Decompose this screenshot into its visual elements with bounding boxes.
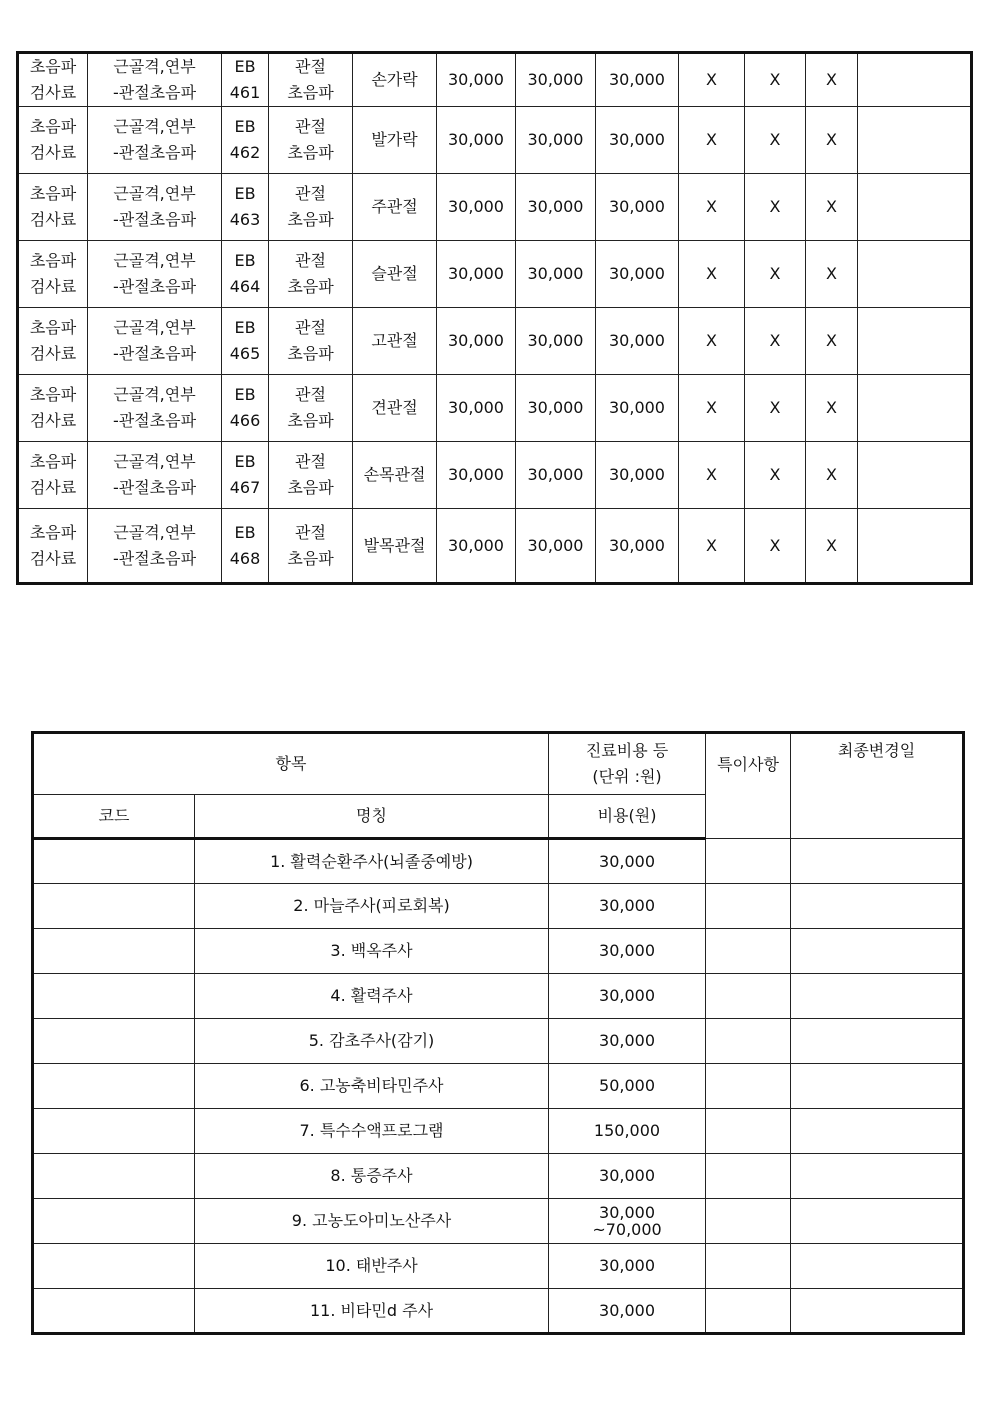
cost-header-line2: (단위 :원) xyxy=(592,767,662,786)
flag1-cell: X xyxy=(679,107,745,174)
name-cell: 11. 비타민d 주사 xyxy=(195,1289,549,1334)
flag2-cell: X xyxy=(745,107,806,174)
type-line: 초음파 xyxy=(287,411,334,430)
date-cell xyxy=(791,1289,964,1334)
cost-line: 30,000 xyxy=(599,851,655,871)
price3-cell: 30,000 xyxy=(596,241,679,308)
category-line: 검사료 xyxy=(29,143,77,162)
price3-cell: 30,000 xyxy=(596,442,679,509)
category-cell xyxy=(18,107,88,174)
flag1-cell: X xyxy=(679,174,745,241)
category-line: 초음파 xyxy=(29,522,77,542)
code-cell xyxy=(33,1199,195,1244)
category-line: 검사료 xyxy=(29,411,77,430)
code-line: EB xyxy=(234,57,256,76)
flag3-cell: X xyxy=(806,308,858,375)
name-cell: 손목관절 xyxy=(353,442,437,509)
note-cell xyxy=(858,375,972,442)
flag1-cell: X xyxy=(679,53,745,107)
code-line: 461 xyxy=(229,83,261,102)
name-cell: 5. 감초주사(감기) xyxy=(195,1019,549,1064)
flag2-cell: X xyxy=(745,509,806,584)
price3-cell: 30,000 xyxy=(596,107,679,174)
cost-cell xyxy=(549,1064,706,1109)
date-cell xyxy=(791,1109,964,1154)
code-cell xyxy=(33,1019,195,1064)
flag3-cell: X xyxy=(806,375,858,442)
subcategory-line: -관절초음파 xyxy=(112,411,197,430)
type-line: 초음파 xyxy=(287,277,334,296)
table-row xyxy=(18,174,972,241)
date-cell xyxy=(791,974,964,1019)
cost-cell xyxy=(549,1154,706,1199)
subcategory-line: 근골격,연부 xyxy=(113,452,196,471)
price1-cell: 30,000 xyxy=(437,107,516,174)
code-line: EB xyxy=(234,318,256,337)
table-row xyxy=(18,375,972,442)
category-line: 검사료 xyxy=(29,344,77,363)
table-row xyxy=(18,53,972,107)
name-cell: 주관절 xyxy=(353,174,437,241)
cost-cell xyxy=(549,839,706,884)
table-row xyxy=(33,1244,964,1289)
table-row xyxy=(33,1019,964,1064)
note-cell xyxy=(858,53,972,107)
date-cell xyxy=(791,1244,964,1289)
type-line: 초음파 xyxy=(287,143,334,162)
table-row xyxy=(18,308,972,375)
table-row xyxy=(18,241,972,308)
price1-cell: 30,000 xyxy=(437,442,516,509)
category-line: 초음파 xyxy=(29,57,77,76)
table-row xyxy=(33,1064,964,1109)
type-cell xyxy=(269,174,353,241)
category-line: 검사료 xyxy=(29,277,77,296)
code-line: 462 xyxy=(229,143,261,162)
cost-unit-header: 비용(원) xyxy=(549,795,706,839)
name-cell: 10. 태반주사 xyxy=(195,1244,549,1289)
code-cell xyxy=(33,839,195,884)
note-cell xyxy=(858,174,972,241)
price2-cell: 30,000 xyxy=(516,375,596,442)
category-cell xyxy=(18,241,88,308)
table-row xyxy=(33,974,964,1019)
type-line: 관절 xyxy=(295,184,326,203)
type-line: 관절 xyxy=(295,251,326,270)
name-cell: 발목관절 xyxy=(353,509,437,584)
category-cell xyxy=(18,174,88,241)
code-line: 467 xyxy=(229,478,261,497)
price1-cell: 30,000 xyxy=(437,241,516,308)
cost-line: 30,000 xyxy=(599,941,655,960)
type-cell xyxy=(269,53,353,107)
flag3-cell: X xyxy=(806,442,858,509)
cost-header xyxy=(549,733,706,795)
price2-cell: 30,000 xyxy=(516,308,596,375)
category-line: 초음파 xyxy=(29,385,77,404)
type-cell xyxy=(269,375,353,442)
name-cell: 견관절 xyxy=(353,375,437,442)
price3-cell: 30,000 xyxy=(596,509,679,584)
cost-line: 150,000 xyxy=(593,1121,661,1140)
date-cell xyxy=(791,1154,964,1199)
code-cell xyxy=(33,929,195,974)
category-line: 검사료 xyxy=(29,83,77,102)
name-cell: 2. 마늘주사(피로회복) xyxy=(195,884,549,929)
code-cell xyxy=(222,174,269,241)
price2-cell: 30,000 xyxy=(516,107,596,174)
cost-header-line1: 진료비용 등 xyxy=(585,741,669,760)
code-cell xyxy=(33,974,195,1019)
price1-cell: 30,000 xyxy=(437,174,516,241)
special-header: 특이사항 xyxy=(706,733,791,839)
category-line: 초음파 xyxy=(29,117,77,136)
type-line: 관절 xyxy=(295,385,326,404)
special-cell xyxy=(706,884,791,929)
cost-cell xyxy=(549,974,706,1019)
type-line: 초음파 xyxy=(287,548,334,568)
price1-cell: 30,000 xyxy=(437,375,516,442)
name-cell: 9. 고농도아미노산주사 xyxy=(195,1199,549,1244)
category-line: 검사료 xyxy=(29,210,77,229)
category-cell xyxy=(18,53,88,107)
type-line: 관절 xyxy=(295,318,326,337)
cost-line: 50,000 xyxy=(599,1076,655,1095)
flag3-cell: X xyxy=(806,107,858,174)
code-line: EB xyxy=(234,251,256,270)
subcategory-line: 근골격,연부 xyxy=(113,522,196,542)
code-header: 코드 xyxy=(33,795,195,839)
code-line: 468 xyxy=(229,548,261,568)
type-line: 관절 xyxy=(295,57,326,76)
special-cell xyxy=(706,929,791,974)
cost-cell xyxy=(549,1109,706,1154)
subcategory-line: -관절초음파 xyxy=(112,210,197,229)
date-cell xyxy=(791,1199,964,1244)
table-row xyxy=(33,839,964,884)
code-line: 465 xyxy=(229,344,261,363)
subcategory-line: 근골격,연부 xyxy=(113,57,196,76)
price3-cell: 30,000 xyxy=(596,174,679,241)
name-cell: 고관절 xyxy=(353,308,437,375)
code-line: EB xyxy=(234,452,256,471)
special-cell xyxy=(706,1154,791,1199)
code-cell xyxy=(33,1289,195,1334)
ultrasound-fee-table xyxy=(16,51,973,585)
category-cell xyxy=(18,442,88,509)
flag1-cell: X xyxy=(679,442,745,509)
table-row xyxy=(18,509,972,584)
flag2-cell: X xyxy=(745,53,806,107)
cost-cell xyxy=(549,884,706,929)
cost-cell xyxy=(549,1019,706,1064)
type-cell xyxy=(269,308,353,375)
category-cell xyxy=(18,375,88,442)
price2-cell: 30,000 xyxy=(516,509,596,584)
category-line: 검사료 xyxy=(29,548,77,568)
code-cell xyxy=(33,1064,195,1109)
table-row xyxy=(33,929,964,974)
category-line: 초음파 xyxy=(29,318,77,337)
special-cell xyxy=(706,1109,791,1154)
flag1-cell: X xyxy=(679,375,745,442)
type-line: 초음파 xyxy=(287,210,334,229)
note-cell xyxy=(858,241,972,308)
table-row xyxy=(18,442,972,509)
note-cell xyxy=(858,107,972,174)
price3-cell: 30,000 xyxy=(596,375,679,442)
cost-line: 30,000 xyxy=(599,986,655,1005)
subcategory-line: 근골격,연부 xyxy=(113,385,196,404)
code-line: EB xyxy=(234,385,256,404)
code-cell xyxy=(222,442,269,509)
flag2-cell: X xyxy=(745,375,806,442)
cost-line: 30,000 xyxy=(599,1203,655,1222)
subcategory-cell xyxy=(88,53,222,107)
subcategory-line: -관절초음파 xyxy=(112,277,197,296)
cost-cell xyxy=(549,1289,706,1334)
code-line: 464 xyxy=(229,277,261,296)
code-cell xyxy=(222,53,269,107)
table-row xyxy=(18,107,972,174)
code-cell xyxy=(33,1244,195,1289)
cost-line: 30,000 xyxy=(599,1256,655,1275)
category-line: 초음파 xyxy=(29,452,77,471)
flag3-cell: X xyxy=(806,509,858,584)
code-line: EB xyxy=(234,184,256,203)
type-line: 관절 xyxy=(295,117,326,136)
name-cell: 슬관절 xyxy=(353,241,437,308)
subcategory-line: 근골격,연부 xyxy=(113,117,196,136)
type-line: 초음파 xyxy=(287,344,334,363)
date-cell xyxy=(791,839,964,884)
name-cell: 8. 통증주사 xyxy=(195,1154,549,1199)
subcategory-cell xyxy=(88,241,222,308)
special-cell xyxy=(706,1199,791,1244)
code-cell xyxy=(222,107,269,174)
code-cell xyxy=(222,375,269,442)
code-line: 463 xyxy=(229,210,261,229)
special-cell xyxy=(706,839,791,884)
price3-cell: 30,000 xyxy=(596,308,679,375)
table-row xyxy=(33,1199,964,1244)
category-line: 초음파 xyxy=(29,251,77,270)
cost-line: ~70,000 xyxy=(592,1220,662,1239)
cost-cell xyxy=(549,1199,706,1244)
price2-cell: 30,000 xyxy=(516,174,596,241)
code-cell xyxy=(222,241,269,308)
note-cell xyxy=(858,308,972,375)
injection-fee-table xyxy=(31,731,965,1335)
code-cell xyxy=(33,884,195,929)
subcategory-line: -관절초음파 xyxy=(112,83,197,102)
flag3-cell: X xyxy=(806,174,858,241)
special-cell xyxy=(706,974,791,1019)
price2-cell: 30,000 xyxy=(516,442,596,509)
name-cell: 6. 고농축비타민주사 xyxy=(195,1064,549,1109)
category-line: 초음파 xyxy=(29,184,77,203)
subcategory-cell xyxy=(88,174,222,241)
type-cell xyxy=(269,107,353,174)
type-line: 관절 xyxy=(295,452,326,471)
type-line: 초음파 xyxy=(287,478,334,497)
code-cell xyxy=(33,1154,195,1199)
price2-cell: 30,000 xyxy=(516,241,596,308)
name-header: 명칭 xyxy=(195,795,549,839)
flag1-cell: X xyxy=(679,509,745,584)
subcategory-cell xyxy=(88,308,222,375)
table-row xyxy=(33,1289,964,1334)
special-cell xyxy=(706,1289,791,1334)
flag2-cell: X xyxy=(745,241,806,308)
subcategory-line: 근골격,연부 xyxy=(113,184,196,203)
flag2-cell: X xyxy=(745,442,806,509)
note-cell xyxy=(858,509,972,584)
date-cell xyxy=(791,1064,964,1109)
table-row xyxy=(33,1154,964,1199)
item-header: 항목 xyxy=(33,733,549,795)
name-cell: 4. 활력주사 xyxy=(195,974,549,1019)
table-row xyxy=(33,884,964,929)
flag1-cell: X xyxy=(679,241,745,308)
cost-line: 30,000 xyxy=(599,1166,655,1185)
price1-cell: 30,000 xyxy=(437,308,516,375)
price3-cell: 30,000 xyxy=(596,53,679,107)
price1-cell: 30,000 xyxy=(437,53,516,107)
cost-line: 30,000 xyxy=(599,1300,655,1320)
subcategory-line: 근골격,연부 xyxy=(113,251,196,270)
flag3-cell: X xyxy=(806,241,858,308)
flag3-cell: X xyxy=(806,53,858,107)
special-cell xyxy=(706,1064,791,1109)
flag1-cell: X xyxy=(679,308,745,375)
type-line: 초음파 xyxy=(287,83,334,102)
name-cell: 7. 특수수액프로그램 xyxy=(195,1109,549,1154)
code-line: EB xyxy=(234,117,256,136)
subcategory-line: -관절초음파 xyxy=(112,478,197,497)
name-cell: 발가락 xyxy=(353,107,437,174)
subcategory-line: -관절초음파 xyxy=(112,344,197,363)
code-cell xyxy=(222,308,269,375)
flag2-cell: X xyxy=(745,174,806,241)
code-line: EB xyxy=(234,522,256,542)
subcategory-line: -관절초음파 xyxy=(112,548,197,568)
cost-cell xyxy=(549,929,706,974)
name-cell: 1. 활력순환주사(뇌졸중예방) xyxy=(195,839,549,884)
subcategory-cell xyxy=(88,509,222,584)
table-row xyxy=(33,1109,964,1154)
code-line: 466 xyxy=(229,411,261,430)
date-cell xyxy=(791,884,964,929)
name-cell: 3. 백옥주사 xyxy=(195,929,549,974)
subcategory-line: -관절초음파 xyxy=(112,143,197,162)
flag2-cell: X xyxy=(745,308,806,375)
cost-cell xyxy=(549,1244,706,1289)
last-modified-header: 최종변경일 xyxy=(791,733,964,839)
subcategory-cell xyxy=(88,375,222,442)
code-cell xyxy=(33,1109,195,1154)
name-cell: 손가락 xyxy=(353,53,437,107)
type-line: 관절 xyxy=(295,522,326,542)
note-cell xyxy=(858,442,972,509)
code-cell xyxy=(222,509,269,584)
price2-cell: 30,000 xyxy=(516,53,596,107)
category-line: 검사료 xyxy=(29,478,77,497)
subcategory-cell xyxy=(88,107,222,174)
category-cell xyxy=(18,308,88,375)
type-cell xyxy=(269,241,353,308)
cost-line: 30,000 xyxy=(599,1031,655,1050)
category-cell xyxy=(18,509,88,584)
subcategory-cell xyxy=(88,442,222,509)
type-cell xyxy=(269,442,353,509)
date-cell xyxy=(791,1019,964,1064)
date-cell xyxy=(791,929,964,974)
price1-cell: 30,000 xyxy=(437,509,516,584)
cost-line: 30,000 xyxy=(599,896,655,915)
type-cell xyxy=(269,509,353,584)
special-cell xyxy=(706,1019,791,1064)
subcategory-line: 근골격,연부 xyxy=(113,318,196,337)
special-cell xyxy=(706,1244,791,1289)
